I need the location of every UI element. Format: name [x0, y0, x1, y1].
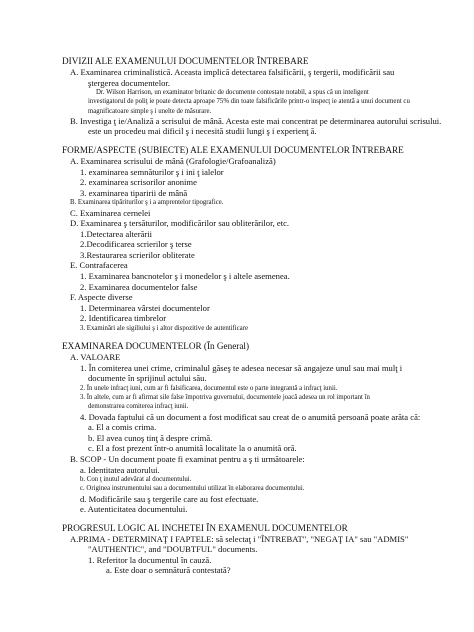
- text-line: A.PRIMA - DETERMINAŢ I FAPTELE: să selectaţ i "ÎNTREBAT", "NEGAŢ IA" sau "ADMIS": [70, 533, 409, 544]
- text-line: a. Identitatea autorului.: [80, 464, 160, 475]
- section-1: [62, 145, 444, 333]
- section-3: [62, 523, 444, 576]
- text-line: 2. În unele infracţ iuni, cum ar fi falsificarea, documentul este o parte integrantă a infracţ iunii.: [80, 385, 338, 392]
- text-line: e. Autenticitatea documentului.: [80, 504, 188, 515]
- text-line: B. Investiga ţ ie/Analiză a scrisului de mână. Acesta este mai concentrat pe determinarea autorului scrisului.: [70, 115, 442, 126]
- section-title: FORME/ASPECTE (SUBIECTE) ALE EXAMENULUI DOCUMENTELOR ÎNTREBARE: [62, 144, 404, 155]
- text-line: c. El a fost prezent într-o anumită localitate la o anumită oră.: [88, 443, 297, 454]
- text-line: 3. În altele, cum ar fi afirmat sile false împotriva guvernului, documentele joacă adesea un rol important în: [80, 394, 370, 402]
- text-line: 1.Detectarea alterării: [80, 228, 153, 239]
- text-line: B. SCOP - Un document poate fi examinat pentru a ş ti următoarele:: [70, 453, 305, 464]
- text-line: Dr. Wilson Harrison, un examinator britanic de documente contestate notabil, a spus că un inteligent: [96, 89, 369, 97]
- text-line: d. Modificările sau ş tergerile care au fost efectuate.: [80, 493, 259, 504]
- section-2: [62, 341, 444, 514]
- text-line: B. Examinarea tipăriturilor ş i a amprentelor tipografice.: [70, 199, 224, 207]
- section-title: PROGRESUL LOGIC AL INCHETEI ÎN EXAMENUL DOCUMENTELOR: [62, 522, 348, 533]
- text-line: A. Examinarea criminalistică. Aceasta implică detectarea falsificării, ş tergerii, modificării sau: [70, 67, 395, 77]
- text-line: documente în sprijinul actului său.: [88, 373, 207, 384]
- text-line: este un procedeu mai dificil ş i necesită studii lungi ş i experienţ ă.: [88, 126, 317, 137]
- text-line: 3.Restaurarea scrierilor obliterate: [80, 249, 195, 260]
- text-line: F. Aspecte diverse: [70, 292, 133, 303]
- text-line: 4. Dovada faptului că un document a fost modificat sau creat de o anumită persoană poate arăta că:: [80, 411, 421, 422]
- section-0: [62, 56, 444, 137]
- text-line: 1. Determinarea vârstei documentelor: [80, 302, 210, 313]
- text-line: c. Originea instrumentului sau a documentului utilizat în elaborarea documentului.: [80, 485, 305, 493]
- text-line: 1. În comiterea unei crime, criminalul găseş te adesea necesar să angajeze unul sau mai mulţ i: [80, 362, 403, 373]
- section-title: DIVIZII ALE EXAMENULUI DOCUMENTELOR ÎNTREBARE: [62, 56, 309, 66]
- text-line: a. El a comis crima.: [88, 422, 157, 433]
- text-line: ştergerea documentelor.: [88, 77, 170, 88]
- text-line: 3. examinarea tiparirii de mână: [80, 187, 188, 198]
- text-line: magnificatoare simple ş i unelte de măsurare.: [88, 107, 212, 115]
- text-line: D. Examinarea ş tersăturilor, modificărilor sau obliterărilor, etc.: [70, 218, 290, 229]
- text-line: "AUTHENTIC", and "DOUBTFUL" documents.: [88, 544, 258, 555]
- text-line: 1. Referitor la documentul în cauză.: [88, 554, 212, 565]
- section-gap: [62, 515, 444, 523]
- section-title: EXAMINAREA DOCUMENTELOR (În General): [62, 341, 250, 352]
- text-line: E. Contrafacerea: [70, 260, 128, 271]
- text-line: a. Este doar o semnătură contestată?: [106, 565, 231, 576]
- text-line: 3. Examinări ale sigiliului ş i altor dispozitive de autentificare: [80, 325, 248, 333]
- text-line: demonstrarea comiterea infracţ iunii.: [88, 403, 189, 411]
- section-gap: [62, 333, 444, 341]
- section-gap: [62, 137, 444, 145]
- text-line: A. VALOARE: [70, 352, 121, 363]
- text-line: investigatorul de poliţ ie poate detecta aproape 75% din toate falsificările printr-o inspecţ ie atentă a unui document cu: [88, 98, 410, 106]
- text-line: 1. examinarea semnăturilor ş i ini ţ ialelor: [80, 166, 224, 177]
- text-line: 2.Decodificarea scrierilor ş terse: [80, 239, 192, 250]
- text-line: 1. Examinarea bancnotelor ş i monedelor ş i altele asemenea.: [80, 271, 290, 282]
- text-line: b. El avea cunoş tinţ ă despre crimă.: [88, 432, 213, 443]
- text-line: C. Examinarea cernelei: [70, 207, 151, 218]
- text-line: 2. Examinarea documentelor false: [80, 281, 198, 292]
- text-line: b. Con ţ inutul adevărat al documentului.: [80, 476, 192, 484]
- text-line: 2. Identificarea timbrelor: [80, 313, 167, 324]
- text-line: A. Examinarea scrisului de mână (Grafologie/Grafoanaliză): [70, 155, 276, 166]
- text-line: 2. examinarea scrisorilor anonime: [80, 177, 197, 188]
